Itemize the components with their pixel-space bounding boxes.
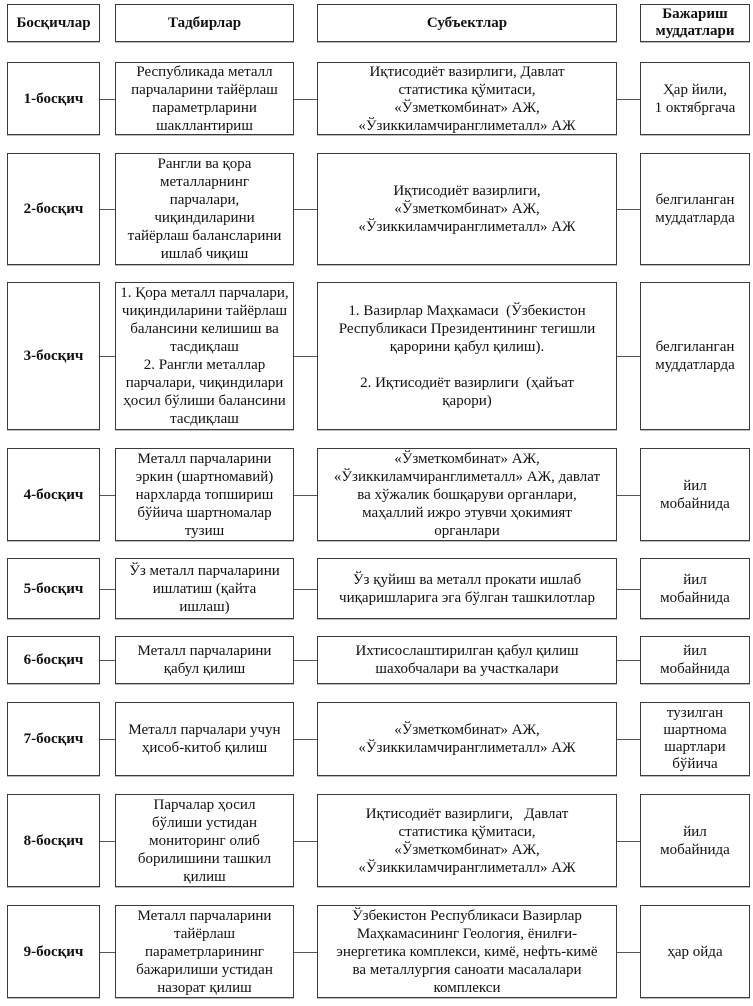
deadline-cell: белгиланган муддатларда: [640, 153, 750, 265]
subjects-cell: «Ўзметкомбинат» АЖ, «Ўзиккиламчиранглиметалл» АЖ, давлат ва хўжалик бошқаруви органлари, маҳаллий ижро этувчи ҳокимият органлари: [317, 448, 617, 541]
deadline-cell: йил мобайнида: [640, 636, 750, 684]
stage-label: 8-босқич: [7, 794, 100, 887]
activity-cell: Рангли ва қора металларнинг парчалари, чиқиндиларини тайёрлаш балансларини ишлаб чиқиш: [115, 153, 294, 265]
activity-cell: Парчалар ҳосил бўлиши устидан мониторинг олиб борилишини ташкил қилиш: [115, 794, 294, 887]
stage-label: 1-босқич: [7, 62, 100, 135]
stage-row-6: [0, 636, 753, 684]
deadline-cell: йил мобайнида: [640, 448, 750, 541]
activity-cell: Ўз металл парчаларини ишлатиш (қайта ишлаш): [115, 558, 294, 619]
connector-line: [617, 589, 640, 590]
header-subjects: Субъектлар: [317, 4, 617, 42]
connector-line: [100, 209, 115, 210]
connector-line: [617, 841, 640, 842]
stage-label: 7-босқич: [7, 702, 100, 776]
stage-row-5: [0, 558, 753, 619]
stage-row-8: [0, 794, 753, 887]
activity-cell: Металл парчалари учун ҳисоб-китоб қилиш: [115, 702, 294, 776]
stage-row-2: [0, 153, 753, 265]
deadline-cell: тузилган шартнома шартлари бўйича: [640, 702, 750, 776]
deadline-cell: йил мобайнида: [640, 558, 750, 619]
activity-cell: Металл парчаларини қабул қилиш: [115, 636, 294, 684]
header-row: [0, 4, 753, 42]
header-activities: Тадбирлар: [115, 4, 294, 42]
subjects-cell: Иқтисодиёт вазирлиги, Давлат статистика қўмитаси, «Ўзметкомбинат» АЖ, «Ўзиккиламчиранглиметалл» АЖ: [317, 794, 617, 887]
stage-row-7: [0, 702, 753, 776]
connector-line: [294, 209, 317, 210]
subjects-cell: Иқтисодиёт вазирлиги, Давлат статистика қўмитаси, «Ўзметкомбинат» АЖ, «Ўзиккиламчиранглиметалл» АЖ: [317, 62, 617, 135]
header-stages: Босқичлар: [7, 4, 100, 42]
connector-line: [617, 99, 640, 100]
connector-line: [294, 356, 317, 357]
subjects-cell: Ўзбекистон Республикаси Вазирлар Маҳкамасининг Геология, ёнилғи- энергетика комплекси, кимё, нефть-кимё ва металлургия саноати масалалари комплекси: [317, 905, 617, 998]
deadline-cell: ҳар ойда: [640, 905, 750, 998]
connector-line: [617, 209, 640, 210]
subjects-cell: Ўз қуйиш ва металл прокати ишлаб чиқаришларига эга бўлган ташкилотлар: [317, 558, 617, 619]
connector-line: [294, 99, 317, 100]
stage-row-9: [0, 905, 753, 998]
connector-line: [617, 356, 640, 357]
subjects-cell: «Ўзметкомбинат» АЖ, «Ўзиккиламчиранглиметалл» АЖ: [317, 702, 617, 776]
connector-line: [294, 952, 317, 953]
stage-label: 5-босқич: [7, 558, 100, 619]
connector-line: [100, 356, 115, 357]
connector-line: [100, 99, 115, 100]
stage-row-3: [0, 282, 753, 430]
stage-row-4: [0, 448, 753, 541]
connector-line: [294, 495, 317, 496]
activity-cell: Металл парчаларини тайёрлаш параметрларининг бажарилиши устидан назорат қилиш: [115, 905, 294, 998]
connector-line: [100, 952, 115, 953]
stage-row-1: [0, 62, 753, 135]
deadline-cell: йил мобайнида: [640, 794, 750, 887]
header-deadlines: Бажариш муддатлари: [640, 4, 750, 42]
stage-label: 3-босқич: [7, 282, 100, 430]
connector-line: [294, 589, 317, 590]
connector-line: [617, 952, 640, 953]
activity-cell: Металл парчаларини эркин (шартномавий) нархларда топшириш бўйича шартномалар тузиш: [115, 448, 294, 541]
stage-label: 4-босқич: [7, 448, 100, 541]
connector-line: [294, 739, 317, 740]
connector-line: [100, 495, 115, 496]
stage-label: 6-босқич: [7, 636, 100, 684]
stage-label: 2-босқич: [7, 153, 100, 265]
deadline-cell: белгиланган муддатларда: [640, 282, 750, 430]
subjects-cell: Ихтисослаштирилган қабул қилиш шахобчалари ва участкалари: [317, 636, 617, 684]
connector-line: [100, 660, 115, 661]
connector-line: [294, 660, 317, 661]
connector-line: [100, 589, 115, 590]
connector-line: [617, 660, 640, 661]
activity-cell: Республикада металл парчаларини тайёрлаш параметрларини шакллантириш: [115, 62, 294, 135]
subjects-cell: 1. Вазирлар Маҳкамаси (Ўзбекистон Республикаси Президентининг тегишли қарорини қабул қилиш). 2. Иқтисодиёт вазирлиги (ҳайъат қарори): [317, 282, 617, 430]
stage-label: 9-босқич: [7, 905, 100, 998]
deadline-cell: Ҳар йили, 1 октябргача: [640, 62, 750, 135]
connector-line: [294, 841, 317, 842]
connector-line: [100, 739, 115, 740]
subjects-cell: Иқтисодиёт вазирлиги, «Ўзметкомбинат» АЖ, «Ўзиккиламчиранглиметалл» АЖ: [317, 153, 617, 265]
activity-cell: 1. Қора металл парчалари, чиқиндиларини тайёрлаш балансини келишиш ва тасдиқлаш 2. Рангли металлар парчалари, чиқиндилари ҳосил бўлиши балансини тасдиқлаш: [115, 282, 294, 430]
connector-line: [100, 841, 115, 842]
connector-line: [617, 495, 640, 496]
connector-line: [617, 739, 640, 740]
